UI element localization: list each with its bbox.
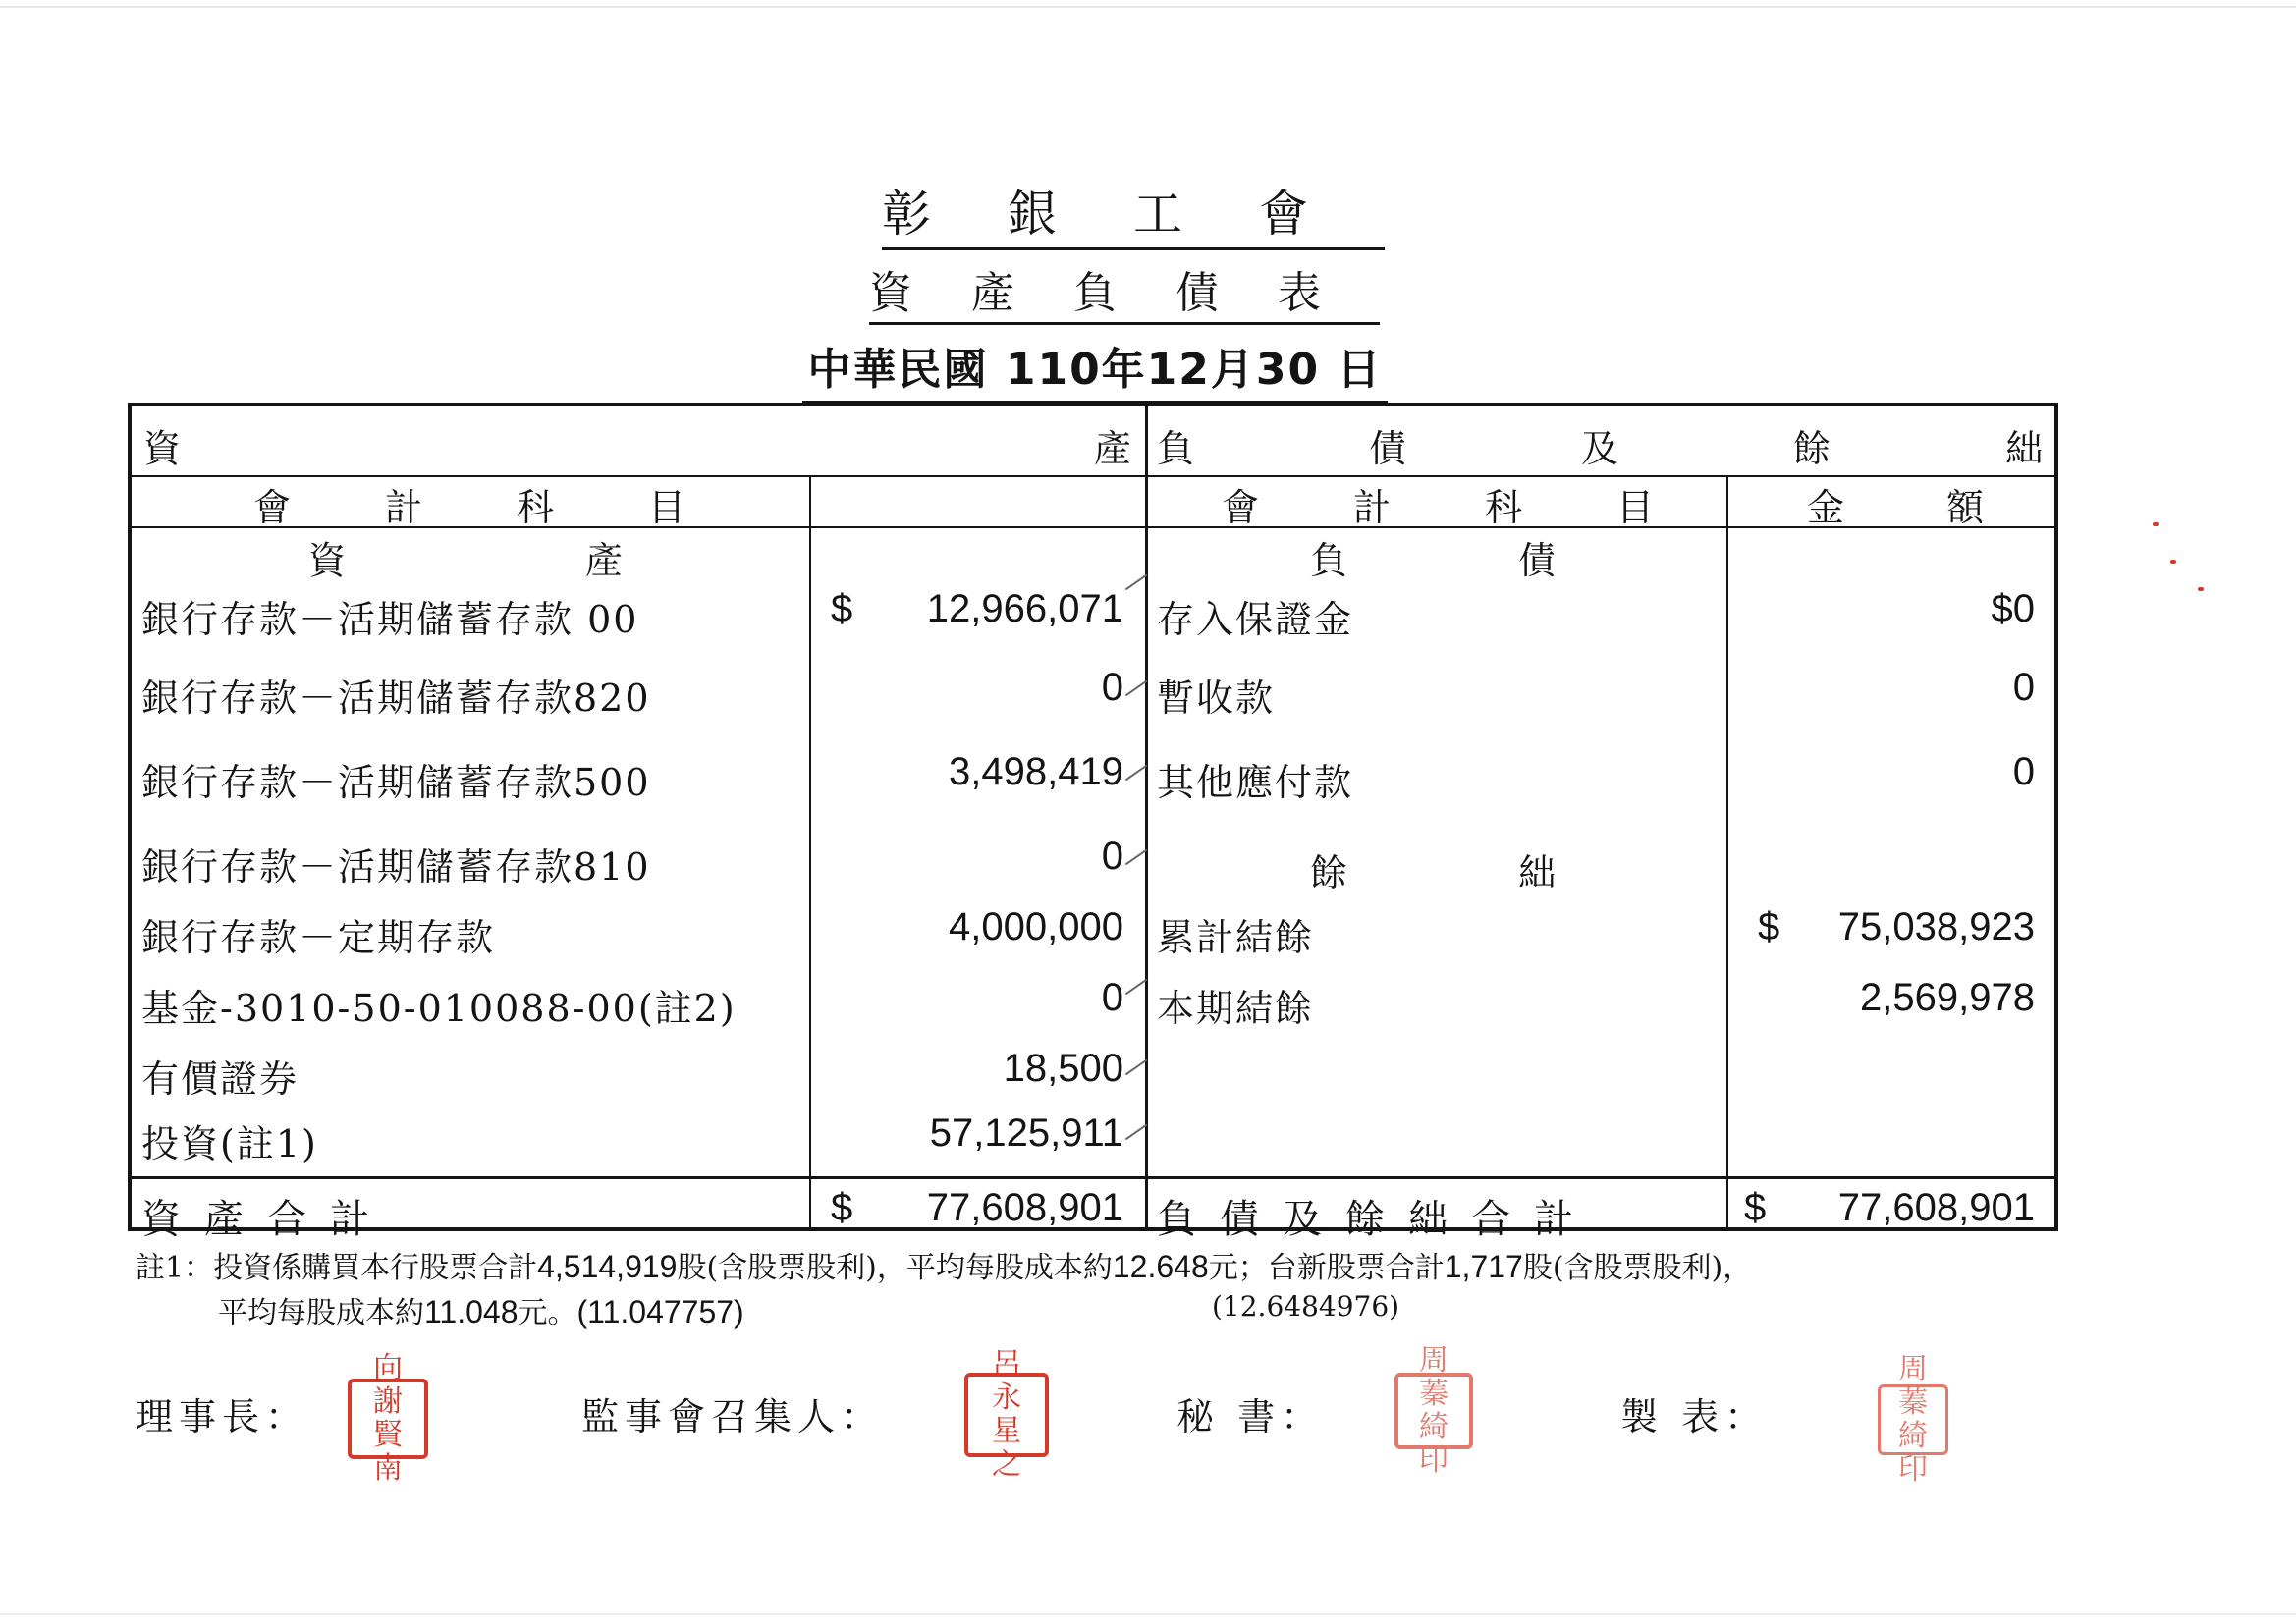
total-assets-label: 資產合計 <box>141 1197 393 1242</box>
equity-row-currency: $ <box>1758 905 1780 948</box>
page-top-edge <box>0 6 2296 8</box>
liabilities-equity-section-header: 負 債 及 餘 絀 <box>1157 427 2043 470</box>
amount-col-header: 金 額 <box>1807 486 1984 529</box>
center-divider <box>1145 406 1148 1231</box>
asset-row-name: 有價證券 <box>141 1057 300 1101</box>
liability-row-name: 存入保證金 <box>1157 598 1354 641</box>
equity-row-name: 本期結餘 <box>1157 987 1315 1030</box>
check-tick <box>1125 1124 1147 1141</box>
chairman-label: 理事長： <box>136 1395 309 1438</box>
balance-sheet-table <box>128 403 2058 1242</box>
check-tick <box>1125 574 1147 591</box>
report-date: 中華民國 110年12月30 日 <box>0 334 2190 404</box>
asset-row-amount: 3,498,419 <box>949 750 1123 793</box>
secretary-label: 秘 書： <box>1176 1395 1325 1438</box>
asset-row-amount: 4,000,000 <box>949 905 1123 948</box>
stray-mark <box>2198 587 2204 591</box>
equity-group-label: 餘 絀 <box>1310 851 1556 894</box>
check-tick <box>1125 680 1147 697</box>
liability-account-col-header: 會 計 科 目 <box>1222 486 1654 529</box>
preparer-seal: 周 蓁 綺 印 <box>1878 1384 1948 1455</box>
asset-account-col-header: 會 計 科 目 <box>253 486 685 529</box>
equity-row-amount: 75,038,923 <box>1837 905 2035 948</box>
note-1-line-1: 註1：投資係購買本行股票合計4,514,919股(含股票股利)，平均每股成本約12.648元；台新股票合計1,717股(含股票股利)， <box>136 1249 1753 1285</box>
check-tick <box>1125 979 1147 996</box>
liability-amount-divider <box>1726 477 1728 1231</box>
total-liabilities-equity-amount: 77,608,901 <box>1837 1186 2035 1229</box>
total-liabilities-equity-label: 負債及餘絀合計 <box>1157 1197 1597 1242</box>
asset-row-name: 基金-3010-50-010088-00(註2) <box>141 987 737 1030</box>
assets-group-label: 資 產 <box>308 539 623 582</box>
liability-row-name: 暫收款 <box>1157 676 1276 720</box>
asset-row-name: 投資(註1) <box>141 1122 318 1165</box>
liability-row-amount: 0 <box>2012 666 2035 709</box>
organization-title: 彰銀工會 <box>0 175 2190 250</box>
asset-row-name: 銀行存款－活期儲蓄存款820 <box>141 676 651 720</box>
preparer-label: 製 表： <box>1620 1395 1769 1438</box>
note-1-line-2: 平均每股成本約11.048元。(11.047757) <box>218 1294 744 1330</box>
equity-row-name: 累計結餘 <box>1157 916 1315 959</box>
asset-row-name: 銀行存款－活期儲蓄存款500 <box>141 761 651 804</box>
asset-row-name: 銀行存款－活期儲蓄存款 00 <box>141 598 639 641</box>
liability-row-amount: 0 <box>2012 750 2035 793</box>
liability-row-name: 其他應付款 <box>1157 761 1354 804</box>
supervisor-seal: 呂 永 星 之 <box>964 1373 1049 1457</box>
liability-row-amount: $0 <box>1991 587 2035 630</box>
total-assets-currency: $ <box>831 1186 853 1229</box>
secretary-seal: 周 蓁 綺 印 <box>1394 1373 1473 1449</box>
check-tick <box>1125 765 1147 782</box>
check-tick <box>1125 1059 1147 1076</box>
stray-mark <box>2170 560 2176 564</box>
note-1-precise-cost: (12.6484976) <box>1212 1290 1400 1323</box>
asset-row-name: 銀行存款－定期存款 <box>141 916 496 959</box>
liabilities-group-label: 負 債 <box>1310 539 1556 582</box>
total-rule <box>132 1176 2054 1179</box>
asset-row-name: 銀行存款－活期儲蓄存款810 <box>141 845 651 889</box>
check-tick <box>1125 849 1147 866</box>
document-title: 資產負債表 <box>0 257 2190 325</box>
asset-row-amount: 12,966,071 <box>926 587 1123 630</box>
asset-row-amount: 18,500 <box>1003 1047 1123 1090</box>
asset-row-currency: $ <box>831 587 853 630</box>
chairman-seal: 向 謝 賢 南 <box>348 1379 428 1459</box>
total-assets-amount: 77,608,901 <box>926 1186 1123 1229</box>
assets-section-header: 資 產 <box>143 427 1131 470</box>
total-liabilities-equity-currency: $ <box>1744 1186 1767 1229</box>
stray-mark <box>2153 522 2159 526</box>
asset-row-amount: 0 <box>1101 666 1123 709</box>
asset-row-amount: 0 <box>1101 835 1123 878</box>
equity-row-amount: 2,569,978 <box>1860 976 2035 1019</box>
asset-row-amount: 0 <box>1101 976 1123 1019</box>
asset-row-amount: 57,125,911 <box>929 1111 1123 1155</box>
page-bottom-edge <box>0 1613 2296 1615</box>
supervisor-label: 監事會召集人： <box>581 1395 885 1438</box>
asset-amount-divider <box>809 477 811 1231</box>
